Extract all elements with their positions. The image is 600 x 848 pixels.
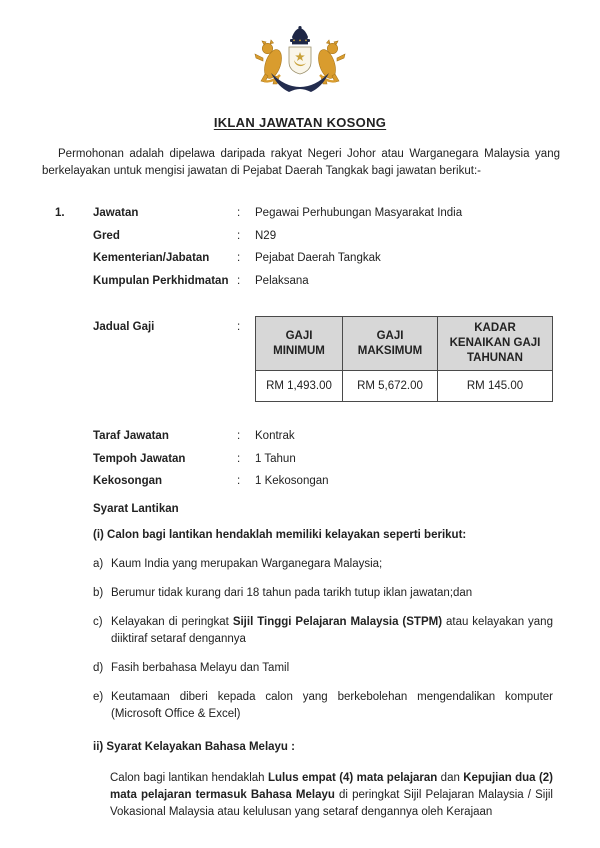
colon-separator: : — [237, 475, 241, 487]
item-text: Berumur tidak kurang dari 18 tahun pada tarikh tutup iklan jawatan;dan — [111, 587, 473, 599]
clause-i: (i) Calon bagi lantikan hendaklah memiliki kelayakan seperti berikut: — [93, 529, 467, 541]
field-row-tempoh — [55, 451, 560, 474]
salary-table-value-row — [256, 371, 553, 402]
salary-value-min: RM 1,493.00 — [256, 371, 343, 402]
salary-header-max: GAJI MAKSIMUM — [343, 317, 438, 371]
field-value: 1 Kekosongan — [255, 475, 329, 487]
field-row-gred — [55, 228, 560, 251]
colon-separator: : — [237, 430, 241, 442]
field-label: Jadual Gaji — [93, 321, 155, 333]
field-value: Pejabat Daerah Tangkak — [255, 252, 381, 264]
job-fields-block — [0, 205, 600, 821]
page-title: IKLAN JAWATAN KOSONG — [213, 115, 387, 130]
salary-header-min: GAJI MINIMUM — [256, 317, 343, 371]
salary-schedule-row — [55, 319, 560, 402]
item-text: Keutamaan diberi kepada calon yang berkebolehan mengendalikan komputer (Microsoft Office & Excel) — [111, 691, 553, 720]
field-row-kumpulan — [55, 273, 560, 296]
field-value: Pegawai Perhubungan Masyarakat India — [255, 207, 463, 219]
colon-separator: : — [237, 321, 241, 333]
colon-separator: : — [237, 274, 241, 287]
item-text: Kelayakan di peringkat Sijil Tinggi Pelajaran Malaysia (STPM) atau kelayakan yang diiktiraf setaraf dengannya — [111, 616, 553, 645]
listing-number: 1. — [55, 207, 65, 219]
field-row-jawatan — [55, 205, 560, 228]
intro-paragraph: Permohonan adalah dipelawa daripada rakyat Negeri Johor atau Warganegara Malaysia yang berkelayakan untuk mengisi jawatan di Pejabat Daerah Tangkak bagi jawatan berikut:- — [42, 148, 560, 177]
item-letter: e) — [93, 691, 104, 703]
salary-table-header-row — [256, 317, 553, 371]
field-row-kekosongan — [55, 473, 560, 496]
item-text: Fasih berbahasa Melayu dan Tamil — [111, 662, 290, 674]
list-item-b — [93, 585, 553, 602]
field-row-kementerian — [55, 250, 560, 273]
field-label: Kumpulan Perkhidmatan — [93, 274, 229, 287]
salary-value-max: RM 5,672.00 — [343, 371, 438, 402]
field-value: Pelaksana — [255, 274, 309, 287]
field-label: Jawatan — [93, 207, 139, 219]
field-label: Kementerian/Jabatan — [93, 252, 210, 264]
salary-header-kadar: KADAR KENAIKAN GAJI TAHUNAN — [438, 317, 553, 371]
colon-separator: : — [237, 207, 241, 219]
item-letter: d) — [93, 662, 104, 674]
field-label: Taraf Jawatan — [93, 430, 169, 442]
item-letter: a) — [93, 558, 104, 570]
colon-separator: : — [237, 452, 241, 465]
johor-coat-of-arms-icon — [251, 24, 349, 96]
field-label: Tempoh Jawatan — [93, 452, 186, 465]
field-row-taraf — [55, 428, 560, 451]
clause-ii: ii) Syarat Kelayakan Bahasa Melayu : — [93, 741, 295, 753]
field-value: Kontrak — [255, 430, 295, 442]
list-item-d — [93, 660, 553, 677]
list-item-a — [93, 556, 553, 573]
colon-separator: : — [237, 229, 241, 242]
field-value: N29 — [255, 229, 277, 242]
salary-value-kadar: RM 145.00 — [438, 371, 553, 402]
list-item-c — [93, 614, 553, 648]
list-item-e — [93, 689, 553, 723]
item-letter: c) — [93, 616, 103, 628]
bahasa-melayu-paragraph: Calon bagi lantikan hendaklah Lulus empat (4) mata pelajaran dan Kepujian dua (2) mata pelajaran termasuk Bahasa Melayu di peringkat Sijil Pelajaran Malaysia / Sijil Vokasional Malaysia atau kelulusan yang setaraf dengannya oleh Kerajaan — [110, 772, 553, 818]
item-text: Kaum India yang merupakan Warganegara Malaysia; — [111, 558, 383, 570]
field-label: Gred — [93, 229, 120, 242]
emblem-container — [0, 0, 600, 102]
item-letter: b) — [93, 587, 104, 599]
colon-separator: : — [237, 252, 241, 264]
terms-fields-block — [0, 428, 600, 496]
field-value: 1 Tahun — [255, 452, 296, 465]
field-label: Kekosongan — [93, 475, 163, 487]
salary-table — [255, 316, 553, 402]
syarat-lantikan-heading: Syarat Lantikan — [93, 502, 179, 515]
